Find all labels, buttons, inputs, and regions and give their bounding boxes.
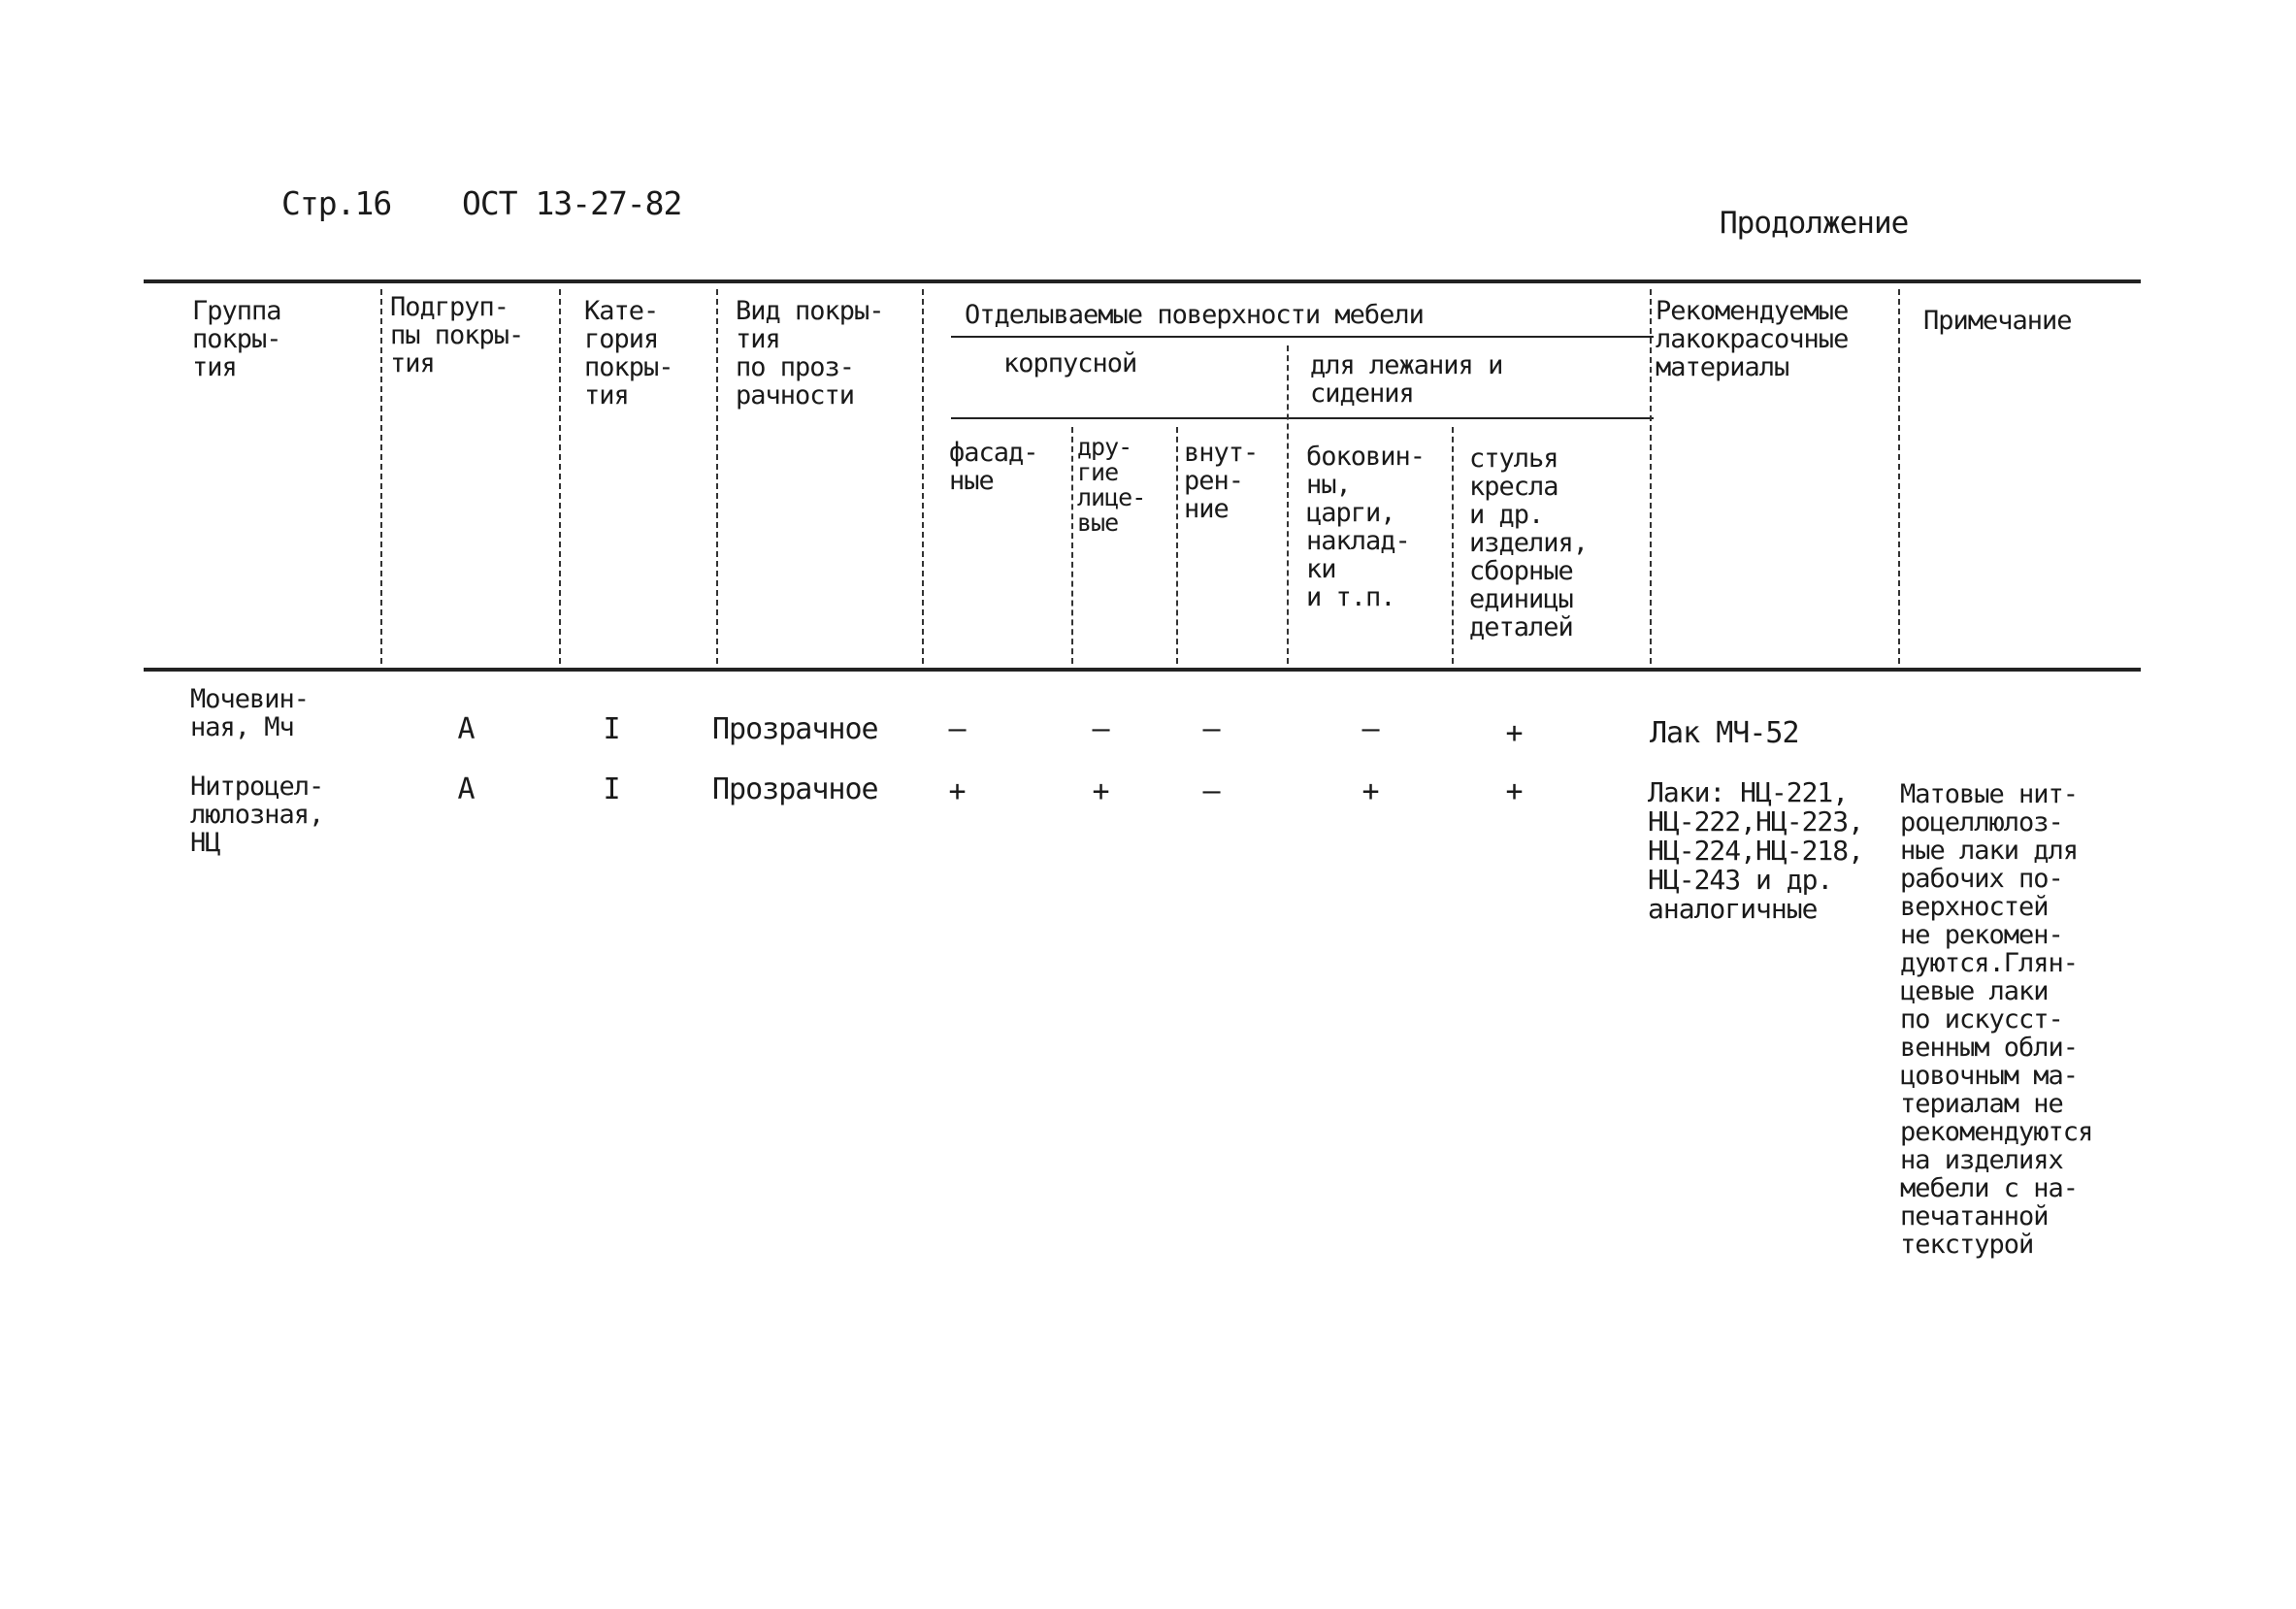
cell-chairs: + xyxy=(1505,716,1523,750)
col-sep xyxy=(1898,289,1900,664)
cell-subgroup: А xyxy=(457,712,475,746)
cell-sides: + xyxy=(1361,774,1379,808)
header-transparency: Вид покры- тия по проз- рачности xyxy=(736,296,884,410)
col-sep xyxy=(1650,289,1652,664)
col-sep xyxy=(716,289,718,664)
header-surfaces: Отделываемые поверхности мебели xyxy=(965,300,1424,330)
continuation-label: Продолжение xyxy=(1720,206,1909,241)
cell-group: Мочевин- ная, Мч xyxy=(190,684,310,742)
header-sides: боковин- ны, царги, наклад- ки и т.п. xyxy=(1306,442,1426,612)
cell-internal: – xyxy=(1202,712,1220,746)
cell-subgroup: А xyxy=(457,772,475,806)
header-group: Группа покры- тия xyxy=(192,296,281,382)
cell-materials: Лаки: НЦ-221, НЦ-222,НЦ-223, НЦ-224,НЦ-218, НЦ-243 и др. аналогичные xyxy=(1648,776,1864,925)
cell-note: Матовые нит- роцеллюлоз- ные лаки для рабочих по- верхностей не рекомен- дуются.Глян- цевые лаки по искусст- венным обли- цовочным ма- териалам не рекомендуются на изделиях мебели с на- печатанной текстурой xyxy=(1900,779,2093,1260)
header-subgroup: Подгруп- пы покры- тия xyxy=(390,292,524,378)
col-sep xyxy=(922,289,924,664)
header-materials: Рекомендуемые лакокрасочные материалы xyxy=(1656,296,1849,382)
cell-transparency: Прозрачное xyxy=(712,772,878,806)
col-sep xyxy=(1287,345,1289,664)
header-bottom-rule xyxy=(144,668,2141,672)
col-sep xyxy=(1452,427,1454,664)
header-cabinet: корпусной xyxy=(1003,348,1137,378)
header-internal: внут- рен- ние xyxy=(1184,438,1259,524)
subheader-underline xyxy=(951,417,1654,419)
header-facade: фасад- ные xyxy=(949,438,1038,496)
cell-internal: – xyxy=(1202,774,1220,808)
cell-materials: Лак МЧ-52 xyxy=(1650,716,1799,750)
surfaces-underline xyxy=(951,336,1654,338)
cell-sides: – xyxy=(1361,712,1379,746)
cell-facade: – xyxy=(948,712,966,746)
header-note: Примечание xyxy=(1923,306,2072,336)
header-category: Кате- гория покры- тия xyxy=(584,296,673,410)
cell-category: I xyxy=(603,712,620,746)
cell-transparency: Прозрачное xyxy=(712,712,878,746)
header-other-face: дру- гие лице- вые xyxy=(1077,433,1146,537)
cell-facade: + xyxy=(948,774,966,808)
cell-category: I xyxy=(603,772,620,806)
header-chairs: стулья кресла и др. изделия, сборные единицы деталей xyxy=(1469,443,1589,642)
col-sep xyxy=(1071,427,1073,664)
cell-other-face: – xyxy=(1092,712,1109,746)
page-label: Стр.16 xyxy=(281,184,392,222)
col-sep xyxy=(1176,427,1178,664)
cell-chairs: + xyxy=(1505,774,1523,808)
col-sep xyxy=(559,289,561,664)
table-top-rule xyxy=(144,279,2141,283)
cell-group: Нитроцел- люлозная, НЦ xyxy=(190,772,324,858)
standard-code: ОСТ 13-27-82 xyxy=(462,184,682,222)
cell-other-face: + xyxy=(1092,774,1109,808)
col-sep xyxy=(380,289,382,664)
header-lying-sitting: для лежания и сидения xyxy=(1310,350,1503,409)
